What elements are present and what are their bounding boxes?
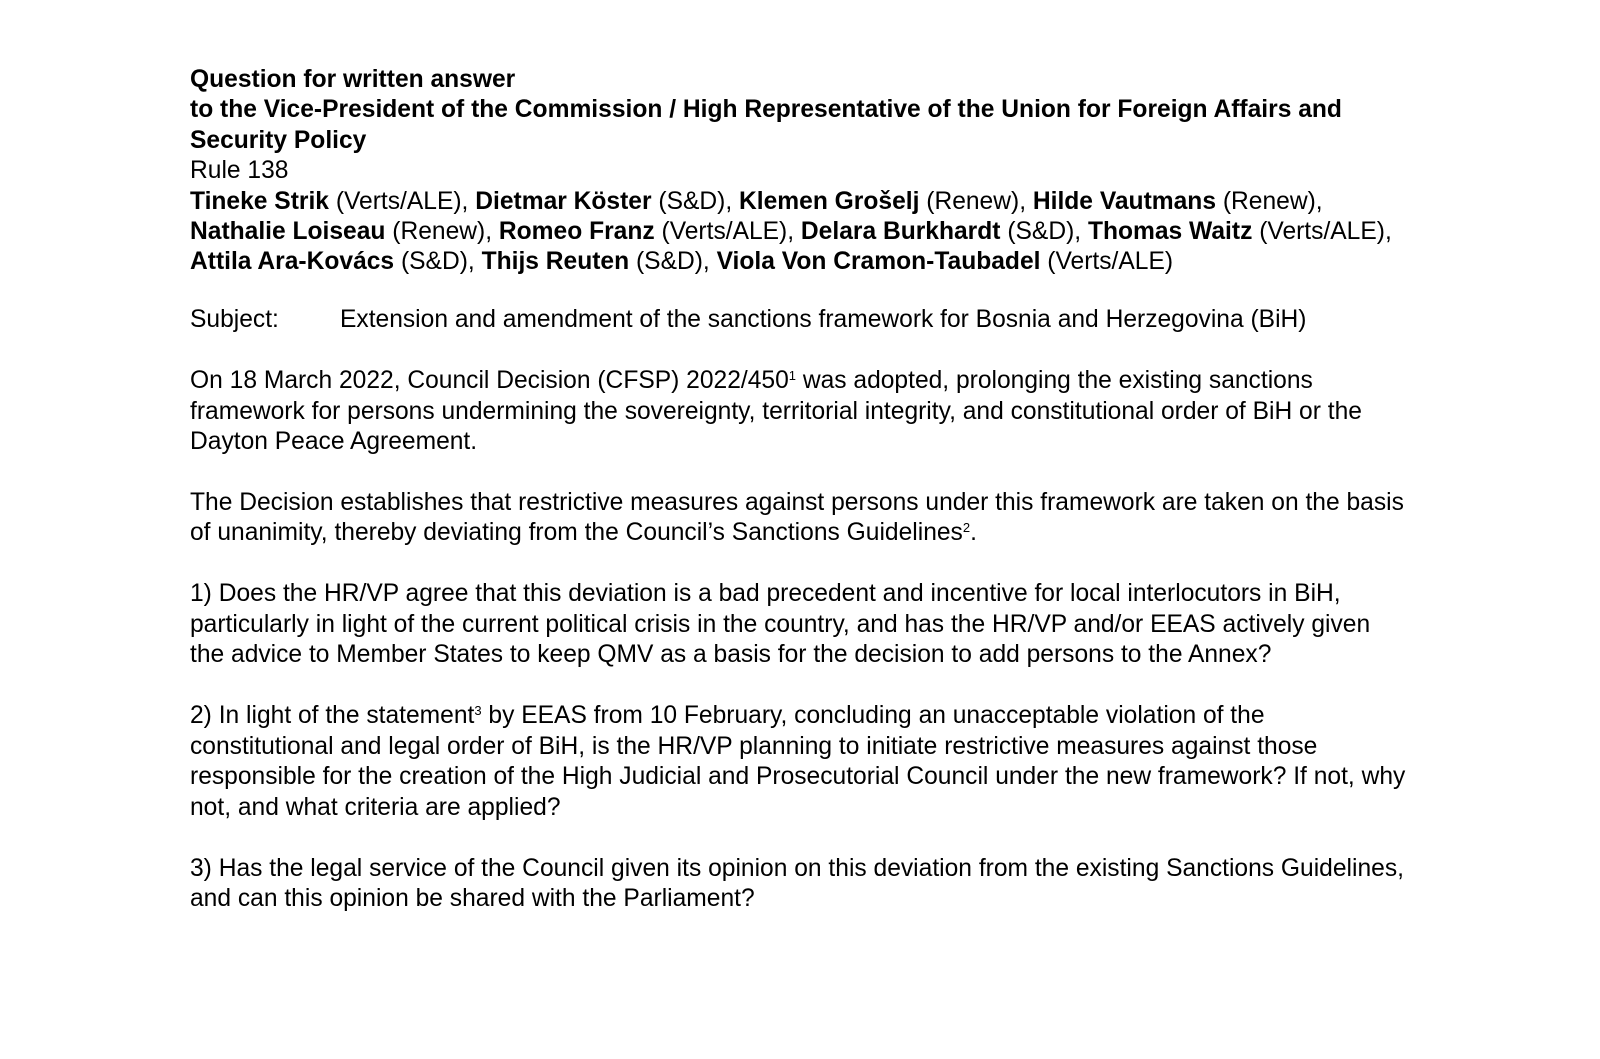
author-name: Thijs Reuten — [481, 248, 630, 276]
author-group: (Renew), — [1216, 187, 1323, 215]
author-group: (S&D), — [1000, 218, 1088, 246]
question-1: 1) Does the HR/VP agree that this deviation is a bad precedent and incentive for local interlocutors in BiH, particularly in light of the current political crisis in the country, and has the HR/VP and/or EEAS actively given the advice to Member States to keep QMV as a basis for the decision to add persons to the Annex? — [190, 580, 1371, 669]
author-name: Thomas Waitz — [1087, 218, 1253, 246]
paragraph-text: . — [970, 519, 977, 547]
authors-list — [190, 187, 1410, 278]
rule-number: Rule 138 — [190, 157, 289, 185]
footnote-ref-1: 1 — [788, 368, 796, 384]
author-name: Tineke Strik — [190, 187, 329, 215]
addressee: to the Vice-President of the Commission / High Representative of the Union for Foreign Affairs and Security Policy — [190, 96, 1342, 154]
paragraph-unanimity — [190, 488, 1410, 549]
author-group: (S&D), — [651, 187, 739, 215]
author-group: (Renew), — [919, 187, 1033, 215]
author-name: Delara Burkhardt — [800, 218, 1001, 246]
subject-label: Subject: — [190, 305, 279, 333]
footnote-ref-3: 3 — [474, 703, 482, 719]
author-group: (Verts/ALE), — [1252, 218, 1392, 246]
footnote-ref-2: 2 — [962, 520, 971, 536]
paragraph-text: The Decision establishes that restrictive measures against persons under this framework are taken on the basis of unanimity, thereby deviating from the Council’s Sanctions Guidelines — [190, 489, 1404, 547]
author-group: (S&D), — [629, 248, 717, 276]
document-page — [190, 65, 1410, 914]
paragraph-text: by EEAS from 10 February, concluding an unacceptable violation of the constitutional and legal order of BiH, is the HR/VP planning to initiate restrictive measures against those responsible for the creation of the High Judicial and Prosecutorial Council under the new framework? If not, why not, and what criteria are applied? — [190, 702, 1406, 821]
author-name: Klemen Grošelj — [739, 187, 920, 215]
question-3: 3) Has the legal service of the Council given its opinion on this deviation from the existing Sanctions Guidelines, and can this opinion be shared with the Parliament? — [190, 854, 1404, 912]
subject-line — [190, 305, 1410, 335]
author-name: Viola Von Cramon-Taubadel — [716, 248, 1041, 276]
author-group: (Renew), — [385, 218, 499, 246]
author-group: (Verts/ALE), — [328, 187, 476, 215]
question-type: Question for written answer — [190, 66, 516, 93]
author-name: Attila Ara-Kovács — [190, 248, 395, 276]
subject-text: Extension and amendment of the sanctions framework for Bosnia and Herzegovina (BiH) — [340, 305, 1307, 333]
paragraph-decision-adoption — [190, 366, 1410, 457]
author-name: Nathalie Loiseau — [190, 218, 386, 246]
author-group: (Verts/ALE), — [654, 218, 801, 246]
author-name: Hilde Vautmans — [1032, 187, 1217, 215]
paragraph-text: 2) In light of the statement — [190, 702, 475, 730]
author-name: Romeo Franz — [498, 218, 655, 246]
author-group: (S&D), — [394, 248, 482, 276]
paragraph-text: was adopted, prolonging the existing sanctions framework for persons undermining the sovereignty, territorial integrity, and constitutional order of BiH or the Dayton Peace Agreement. — [190, 367, 1362, 456]
paragraph-text: On 18 March 2022, Council Decision (CFSP) 2022/450 — [190, 367, 789, 395]
question-2 — [190, 701, 1410, 823]
author-name: Dietmar Köster — [475, 187, 652, 215]
author-group: (Verts/ALE) — [1040, 248, 1174, 276]
